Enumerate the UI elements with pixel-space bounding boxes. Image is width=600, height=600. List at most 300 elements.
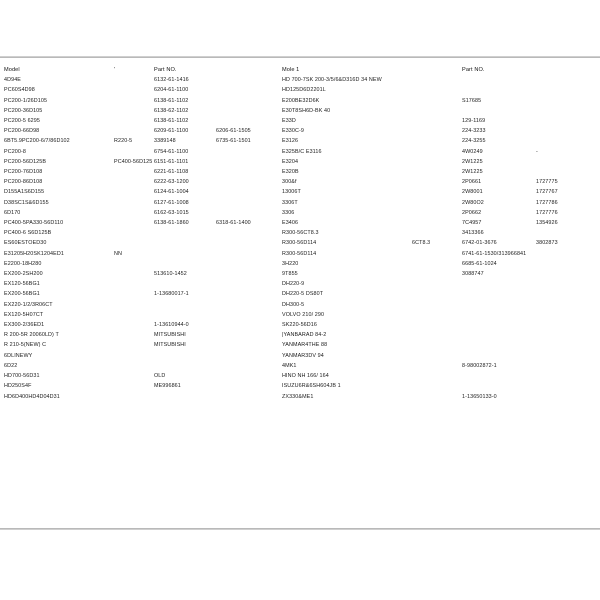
cell-mole-alt [412, 106, 462, 116]
cell-alt [114, 269, 154, 279]
cell-mole-alt [412, 249, 462, 259]
cell-mole-alt [412, 126, 462, 136]
cell-gap [274, 167, 282, 177]
cell-gap [274, 249, 282, 259]
cell-mole-alt [412, 96, 462, 106]
cell-part2-alt [536, 351, 596, 361]
cell-part-alt [216, 269, 274, 279]
cell-part-alt [216, 289, 274, 299]
table-row [4, 126, 596, 136]
cell-model: 4D94E [4, 77, 21, 84]
table-row [4, 187, 596, 197]
cell-mole: 13006T [282, 189, 301, 196]
cell-model: R 200-5R 20060LD) T [4, 332, 59, 339]
cell-model: 6BT5.9PC200-6/7/86D102 [4, 138, 70, 145]
cell-mole: E3406 [282, 220, 299, 227]
cell-model: PC400-5PA330-56D110 [4, 220, 64, 227]
cell-mole-alt [412, 116, 462, 126]
cell-part-alt [216, 300, 274, 310]
cell-part: 6124-61-1004 [154, 189, 189, 196]
cell-alt [114, 208, 154, 218]
cell-part-alt: 6735-61-1501 [216, 138, 251, 145]
cell-gap [274, 85, 282, 95]
cell-alt [114, 238, 154, 248]
cell-mole-alt [412, 300, 462, 310]
cell-part: 1-13610944-0 [154, 322, 189, 329]
cell-alt [114, 116, 154, 126]
cell-mole-alt [412, 208, 462, 218]
cell-part [154, 279, 216, 289]
cell-part2-alt [536, 228, 596, 238]
cell-part2: 6741-61-1530/313966841 [462, 250, 527, 257]
table-row [4, 218, 596, 228]
cell-part: 6151-61-1101 [154, 158, 189, 165]
cell-model: PC200-36D105 [4, 107, 43, 114]
cell-alt [114, 340, 154, 350]
cell-part: 3389148 [154, 138, 176, 145]
cell-model: 6D22 [4, 362, 18, 369]
cell-part2: 129-1169 [462, 118, 486, 125]
cell-part2: 224-3233 [462, 128, 486, 135]
cell-part [154, 351, 216, 361]
cell-part: 6221-61-1108 [154, 169, 189, 176]
cell-gap [274, 371, 282, 381]
cell-part: 6138-61-1102 [154, 118, 189, 125]
cell-part-alt [216, 147, 274, 157]
cell-part2: 1-13650133-0 [462, 393, 497, 400]
cell-mole: 300&f [282, 179, 297, 186]
cell-mole-alt [412, 147, 462, 157]
cell-part: MITSUBISHI [154, 342, 186, 349]
cell-part2: 4W0249 [462, 148, 483, 155]
cell-alt [114, 279, 154, 289]
cell-part: OLD [154, 373, 166, 380]
table-row [4, 330, 596, 340]
cell-gap [274, 218, 282, 228]
cell-model: PC200-56D125B [4, 158, 47, 165]
cell-gap [274, 340, 282, 350]
cell-mole: E3204 [282, 158, 299, 165]
cell-part2: 224-3255 [462, 138, 486, 145]
cell-part2-alt [536, 320, 596, 330]
cell-model: EX120-56BG1 [4, 281, 40, 288]
cell-gap [274, 96, 282, 106]
cell-part2-alt [536, 167, 596, 177]
cell-part: 6222-63-1200 [154, 179, 189, 186]
cell-part2-alt: 3802873 [536, 240, 558, 247]
cell-model: HD6D400HD4D04D31 [4, 393, 60, 400]
cell-part [154, 392, 216, 402]
cell-model: HD250S4F [4, 383, 32, 390]
cell-alt [114, 371, 154, 381]
table-row [4, 238, 596, 248]
cell-mole: VOLVO 210/ 290 [282, 311, 325, 318]
cell-mole-alt [412, 85, 462, 95]
cell-mole-alt: 6CT8.3 [412, 240, 431, 247]
cell-gap [274, 310, 282, 320]
table-row [4, 116, 596, 126]
cell-part-alt [216, 228, 274, 238]
cell-mole: E33D [282, 118, 296, 125]
cell-dash-mark: - [536, 148, 538, 155]
cell-part-alt [216, 75, 274, 85]
cell-alt [114, 96, 154, 106]
cell-part2: 2P0661 [462, 179, 482, 186]
cell-part2 [462, 279, 536, 289]
cell-gap [274, 157, 282, 167]
header-mole: Mole 1 [282, 67, 300, 73]
cell-part-alt [216, 320, 274, 330]
cell-part2-alt [536, 371, 596, 381]
table-row [4, 361, 596, 371]
cell-alt [114, 351, 154, 361]
table-row [4, 310, 596, 320]
cell-model: 6DLINEWY [4, 352, 33, 359]
cell-part-alt [216, 208, 274, 218]
table-row [4, 167, 596, 177]
cell-mole: 3306T [282, 199, 298, 206]
cell-mole-alt [412, 371, 462, 381]
header-model: Model [4, 67, 20, 73]
cell-part-alt [216, 177, 274, 187]
cell-part2-alt: 1727775 [536, 179, 558, 186]
header-gap [274, 65, 282, 75]
table-row [4, 85, 596, 95]
cell-part2-alt [536, 340, 596, 350]
cell-part: ME996861 [154, 383, 181, 390]
cell-part-alt [216, 249, 274, 259]
cell-part-alt [216, 198, 274, 208]
table-header-row [4, 65, 596, 75]
cell-part2-alt [536, 126, 596, 136]
table-row [4, 289, 596, 299]
cell-mole: HINO NH 166/ 164 [282, 373, 329, 380]
cell-part-alt [216, 96, 274, 106]
cell-gap [274, 259, 282, 269]
table-row [4, 249, 596, 259]
table-row [4, 96, 596, 106]
cell-mole: 3H220 [282, 260, 299, 267]
cell-model: D38SC1S&6D155 [4, 199, 49, 206]
cell-alt [114, 381, 154, 391]
table-row [4, 208, 596, 218]
cell-part-alt [216, 340, 274, 350]
cell-part-alt [216, 259, 274, 269]
cell-gap [274, 187, 282, 197]
cell-mole-alt [412, 361, 462, 371]
cell-mole-alt [412, 351, 462, 361]
cell-part2 [462, 371, 536, 381]
cell-part2 [462, 381, 536, 391]
cell-part-alt [216, 351, 274, 361]
cell-part2-alt [536, 392, 596, 402]
cell-model: EX220-1/2/3R06CT [4, 301, 53, 308]
header-blank-4 [536, 65, 596, 75]
cell-mole-alt [412, 157, 462, 167]
header-blank-3 [412, 65, 462, 75]
cell-alt [114, 167, 154, 177]
top-rule [0, 57, 600, 58]
cell-gap [274, 392, 282, 402]
table-row [4, 106, 596, 116]
cell-mole-alt [412, 218, 462, 228]
cell-alt [114, 330, 154, 340]
cell-alt [114, 361, 154, 371]
cell-model: PC200-5 6295 [4, 118, 40, 125]
cell-mole: E330C-9 [282, 128, 304, 135]
cell-gap [274, 269, 282, 279]
cell-alt: NN [114, 250, 122, 257]
cell-mole: R300-56CT8.3 [282, 230, 319, 237]
table-row [4, 371, 596, 381]
cell-mole-alt [412, 259, 462, 269]
table-row [4, 198, 596, 208]
cell-mole: ZX330&ME1 [282, 393, 314, 400]
cell-alt [114, 228, 154, 238]
cell-part2: 2W80O2 [462, 199, 484, 206]
cell-mole: E30T8SH6D-BK 40 [282, 107, 331, 114]
cell-mole: E325B/C E3116 [282, 148, 322, 155]
cell-mole: DH220-9 [282, 281, 305, 288]
cell-mole-alt [412, 340, 462, 350]
cell-part: 6204-61-1100 [154, 87, 189, 94]
cell-mole: ISUZU6R&6SH604JB 1 [282, 383, 341, 390]
cell-mole-alt [412, 136, 462, 146]
cell-mole-alt [412, 279, 462, 289]
cell-part [154, 300, 216, 310]
cell-part2 [462, 310, 536, 320]
cell-part [154, 259, 216, 269]
cell-alt: PC400-56D125 [114, 158, 153, 165]
cell-mole: E200BE32D6K [282, 97, 320, 104]
cell-model: PC200-8 [4, 148, 26, 155]
cell-part2 [462, 320, 536, 330]
table-row [4, 136, 596, 146]
cell-alt [114, 75, 154, 85]
cell-part [154, 228, 216, 238]
cell-alt [114, 218, 154, 228]
cell-model: EX200-2SH200 [4, 271, 43, 278]
cell-alt [114, 85, 154, 95]
cell-mole-alt [412, 187, 462, 197]
cell-part-alt [216, 330, 274, 340]
cell-gap [274, 177, 282, 187]
cell-part2-alt [536, 381, 596, 391]
cell-part: 6132-61-1416 [154, 77, 189, 84]
cell-gap [274, 116, 282, 126]
cell-mole: DH220-5 DS80T [282, 291, 324, 298]
table-row [4, 300, 596, 310]
cell-part-alt [216, 310, 274, 320]
cell-model: R 210-5(NEW) C [4, 342, 47, 349]
cell-gap [274, 238, 282, 248]
cell-part [154, 238, 216, 248]
cell-alt [114, 259, 154, 269]
cell-part-alt: 6206-61-1505 [216, 128, 251, 135]
cell-gap [274, 147, 282, 157]
cell-part2-alt [536, 75, 596, 85]
header-blank-2 [216, 65, 274, 75]
cell-mole-alt [412, 392, 462, 402]
cell-mole: |YANBARAD 84-2 [282, 332, 327, 339]
cell-part-alt [216, 157, 274, 167]
cell-alt [114, 198, 154, 208]
cell-mole-alt [412, 167, 462, 177]
cell-alt [114, 187, 154, 197]
listing-sheet [0, 56, 600, 530]
cell-gap [274, 289, 282, 299]
cell-gap [274, 126, 282, 136]
cell-mole-alt [412, 269, 462, 279]
table-row [4, 75, 596, 85]
cell-mole: R300-56D114 [282, 240, 317, 247]
cell-gap [274, 198, 282, 208]
cell-gap [274, 330, 282, 340]
cell-part2-alt [536, 249, 596, 259]
cell-model: PC200-66D98 [4, 128, 40, 135]
cell-part: 1-13680017-1 [154, 291, 189, 298]
cell-alt [114, 320, 154, 330]
cell-mole: YANMAR3DV 94 [282, 352, 324, 359]
cell-part2-alt: 1727767 [536, 189, 558, 196]
cell-alt [114, 310, 154, 320]
cell-part2-alt [536, 259, 596, 269]
cell-part: MITSUBISHI [154, 332, 186, 339]
table-row [4, 320, 596, 330]
cell-part2-alt [536, 330, 596, 340]
cell-model: HD700-56D31 [4, 373, 40, 380]
table-row [4, 177, 596, 187]
cell-gap [274, 381, 282, 391]
cell-part: 6162-63-1015 [154, 209, 189, 216]
cell-mole-alt [412, 330, 462, 340]
table-row [4, 228, 596, 238]
cell-model: EX300-2/36ED1 [4, 322, 45, 329]
cell-mole-alt [412, 177, 462, 187]
cell-part2-alt [536, 85, 596, 95]
cell-gap [274, 320, 282, 330]
cell-part: 6138-61-1102 [154, 97, 189, 104]
cell-part2: 7C4957 [462, 220, 482, 227]
cell-part: 513610-1452 [154, 271, 187, 278]
cell-alt [114, 300, 154, 310]
cell-part2-alt [536, 279, 596, 289]
cell-part2 [462, 289, 536, 299]
cell-model: D155A1S6D155 [4, 189, 45, 196]
table-row [4, 351, 596, 361]
cell-part2: 6742-01-3676 [462, 240, 497, 247]
cell-part: 6209-61-1100 [154, 128, 189, 135]
parts-listing-table [4, 65, 596, 402]
cell-mole: E320B [282, 169, 299, 176]
cell-part2-alt [536, 96, 596, 106]
cell-part2: 2P0662 [462, 209, 482, 216]
cell-part-alt [216, 238, 274, 248]
cell-gap [274, 136, 282, 146]
table-row [4, 340, 596, 350]
cell-mole: YANMAR4THE 88 [282, 342, 328, 349]
cell-mole-alt [412, 289, 462, 299]
cell-mole: HD 700-7SK 200-3/5/6&D316D 34 NEW [282, 77, 382, 84]
cell-part: 6127-61-1008 [154, 199, 189, 206]
cell-part2 [462, 300, 536, 310]
cell-part2: 3413366 [462, 230, 484, 237]
table-row [4, 147, 596, 157]
cell-part-alt [216, 106, 274, 116]
cell-part2 [462, 75, 536, 85]
cell-part-alt [216, 85, 274, 95]
cell-mole: SK220-56D16 [282, 322, 317, 329]
cell-part [154, 249, 216, 259]
cell-alt: R220-5 [114, 138, 133, 145]
cell-part2: 2W1225 [462, 169, 483, 176]
cell-alt [114, 392, 154, 402]
cell-model: ES60ESTOED30 [4, 240, 47, 247]
cell-part2-alt [536, 116, 596, 126]
cell-part2-alt [536, 361, 596, 371]
cell-alt [114, 147, 154, 157]
cell-part2-alt [536, 310, 596, 320]
cell-model: PC200-86D108 [4, 179, 43, 186]
cell-part2: 3088747 [462, 271, 484, 278]
cell-model: PC400-6 S6D125B [4, 230, 52, 237]
table-row [4, 392, 596, 402]
cell-mole-alt [412, 228, 462, 238]
cell-model: 6D170 [4, 209, 21, 216]
cell-part: 6138-61-1860 [154, 220, 189, 227]
cell-part2: 8-98002872-1 [462, 362, 497, 369]
cell-part: 6754-61-1100 [154, 148, 189, 155]
cell-gap [274, 279, 282, 289]
cell-model: E2200-18H280 [4, 260, 42, 267]
cell-part-alt [216, 116, 274, 126]
cell-part-alt: 6318-61-1400 [216, 220, 251, 227]
cell-part2 [462, 106, 536, 116]
cell-mole: DH300-5 [282, 301, 305, 308]
cell-part [154, 361, 216, 371]
cell-mole-alt [412, 320, 462, 330]
cell-part2 [462, 351, 536, 361]
cell-part2-alt [536, 106, 596, 116]
cell-part2: 6685-61-1024 [462, 260, 497, 267]
cell-model: E31205H20SK1204ED1 [4, 250, 64, 257]
cell-part2: 2W8001 [462, 189, 483, 196]
header-part-no: Part NO. [154, 67, 177, 73]
cell-model: PC200-1/26D105 [4, 97, 48, 104]
cell-part: 6138-62-1102 [154, 107, 189, 114]
cell-mole-alt [412, 310, 462, 320]
cell-mole: E3126 [282, 138, 299, 145]
cell-part2: 2W1225 [462, 158, 483, 165]
cell-mole: 9T855 [282, 271, 298, 278]
cell-model: EX200-56BG1 [4, 291, 40, 298]
cell-model: PC200-76D108 [4, 169, 43, 176]
cell-alt [114, 106, 154, 116]
cell-mole: R300-56D114 [282, 250, 317, 257]
cell-mole-alt [412, 198, 462, 208]
cell-gap [274, 208, 282, 218]
cell-part-alt [216, 381, 274, 391]
cell-gap [274, 75, 282, 85]
cell-part2-alt [536, 289, 596, 299]
cell-part2-alt: 1727776 [536, 209, 558, 216]
cell-part-alt [216, 371, 274, 381]
cell-mole-alt [412, 75, 462, 85]
cell-gap [274, 361, 282, 371]
cell-mole-alt [412, 381, 462, 391]
cell-mole: HD125D6D2201L [282, 87, 326, 94]
cell-part2-alt [536, 300, 596, 310]
